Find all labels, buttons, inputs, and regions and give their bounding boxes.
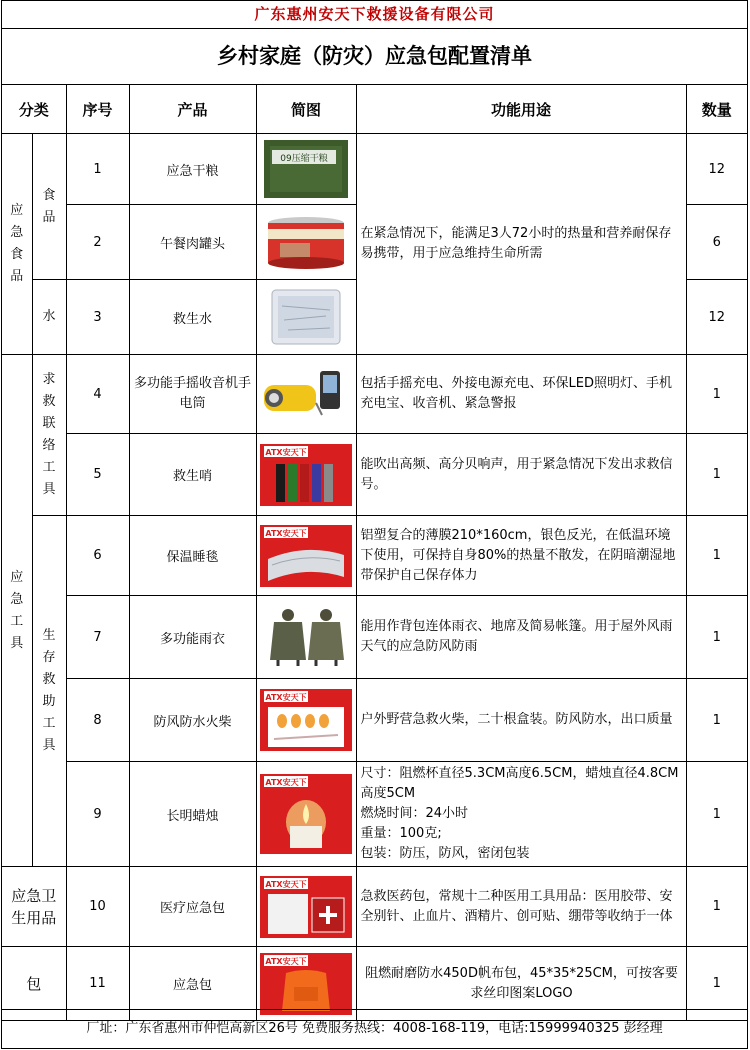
group-tools [2, 355, 32, 867]
item-name: 医疗应急包 [129, 867, 256, 947]
item-image [256, 355, 356, 434]
company-name: 广东惠州安天下救援设备有限公司 [2, 1, 747, 29]
config-table [2, 84, 747, 1021]
item-name: 多功能手摇收音机手电筒 [129, 355, 256, 434]
item-qty: 1 [686, 355, 747, 434]
candle-spec-package: 包装：防压，防风，密闭包装 [360, 846, 530, 861]
ration-pack-label: 09压缩干粮 [280, 154, 328, 164]
brand-logo-text: ATX安天下 [265, 956, 307, 966]
item-no: 1 [66, 134, 129, 205]
item-image [256, 516, 356, 596]
item-no: 3 [66, 280, 129, 355]
item-qty: 1 [686, 947, 747, 1021]
item-no: 4 [66, 355, 129, 434]
item-function [356, 762, 686, 867]
raincoat-image [260, 606, 352, 668]
item-image [256, 134, 356, 205]
subgroup-water [32, 280, 66, 355]
water-pouch-image [260, 286, 352, 348]
table-row [2, 134, 747, 205]
subgroup-water-label: 水 [42, 309, 56, 324]
table-row [2, 516, 747, 596]
header-product: 产品 [129, 85, 256, 134]
item-name: 应急包 [129, 947, 256, 1021]
item-function: 急救医药包，常规十二种医用工具用品：医用胶带、安全别针、止血片、酒精片、创可贴、绷带等收纳于一体 [356, 867, 686, 947]
item-name: 救生哨 [129, 434, 256, 516]
header-function: 功能用途 [356, 85, 686, 134]
item-qty: 1 [686, 867, 747, 947]
item-name: 保温睡毯 [129, 516, 256, 596]
thermal-blanket-image [260, 525, 352, 587]
item-function: 铝塑复合的薄膜210*160cm，银色反光，在低温环境下使用，可保持自身80%的热量不散发，在阴暗潮湿地带保护自己保存体力 [356, 516, 686, 596]
bag-image [260, 953, 352, 1015]
table-row [2, 867, 747, 947]
whistle-image [260, 444, 352, 506]
group-tools-label: 应 急 工 具 [10, 569, 24, 651]
group-food [2, 134, 32, 355]
crank-radio-image [260, 363, 352, 425]
item-name: 救生水 [129, 280, 256, 355]
item-function: 阻燃耐磨防水450D帆布包，45*35*25CM，可按客要求丝印图案LOGO [356, 947, 686, 1021]
table-row [2, 679, 747, 762]
canned-meat-image [260, 211, 352, 273]
header-category: 分类 [2, 85, 66, 134]
subgroup-survival-label: 生 存 救 助 工 具 [42, 628, 56, 753]
brand-logo-text: ATX安天下 [265, 879, 307, 889]
item-function: 户外野营急救火柴，二十根盒装。防风防水，出口质量 [356, 679, 686, 762]
item-image [256, 867, 356, 947]
subgroup-survival [32, 516, 66, 867]
item-image [256, 762, 356, 867]
item-qty: 1 [686, 596, 747, 679]
item-function: 能吹出高频、高分贝响声，用于紧急情况下发出求救信号。 [356, 434, 686, 516]
item-qty: 6 [686, 205, 747, 280]
item-qty: 12 [686, 280, 747, 355]
page-title: 乡村家庭（防灾）应急包配置清单 [2, 28, 747, 85]
item-name: 长明蜡烛 [129, 762, 256, 867]
item-no: 2 [66, 205, 129, 280]
brand-logo-text: ATX安天下 [265, 528, 307, 538]
brand-logo-text: ATX安天下 [265, 693, 307, 702]
header-row [2, 85, 747, 134]
header-index: 序号 [66, 85, 129, 134]
item-qty: 1 [686, 434, 747, 516]
item-no: 9 [66, 762, 129, 867]
item-qty: 1 [686, 516, 747, 596]
group-food-label: 应 急 食 品 [10, 203, 24, 284]
candle-spec-size: 尺寸：阻燃杯直径5.3CM高度6.5CM，蜡烛直径4.8CM高度5CM [360, 766, 679, 801]
candle-spec-time: 燃烧时间：24小时 [360, 806, 469, 821]
group-medical: 应急卫生用品 [2, 867, 66, 947]
table-row [2, 355, 747, 434]
document [1, 0, 748, 1049]
brand-logo-text: ATX安天下 [265, 447, 307, 457]
item-name: 防风防水火柴 [129, 679, 256, 762]
item-no: 10 [66, 867, 129, 947]
subgroup-rescue-label: 求 救 联 络 工 具 [42, 372, 56, 497]
item-image [256, 596, 356, 679]
item-no: 6 [66, 516, 129, 596]
subgroup-food-label: 食 品 [42, 187, 56, 225]
item-function: 能用作背包连体雨衣、地席及简易帐篷。用于屋外风雨天气的应急防风防雨 [356, 596, 686, 679]
subgroup-food [32, 134, 66, 280]
item-name: 应急干粮 [129, 134, 256, 205]
item-no: 7 [66, 596, 129, 679]
header-image: 简图 [256, 85, 356, 134]
subgroup-rescue [32, 355, 66, 516]
matches-image [260, 689, 352, 751]
item-image [256, 205, 356, 280]
table-row [2, 596, 747, 679]
item-no: 8 [66, 679, 129, 762]
item-no: 5 [66, 434, 129, 516]
item-qty: 12 [686, 134, 747, 205]
table-row [2, 762, 747, 867]
item-name: 多功能雨衣 [129, 596, 256, 679]
footer-address: 厂址：广东省惠州市仲恺高新区26号 免费服务热线：4008-168-119，电话:15999940325 彭经理 [2, 1009, 747, 1048]
first-aid-image [260, 876, 352, 938]
candle-image [260, 774, 352, 854]
brand-logo-text: ATX安天下 [265, 778, 307, 787]
food-function: 在紧急情况下，能满足3人72小时的热量和营养耐保存易携带，用于应急维持生命所需 [356, 134, 686, 355]
item-qty: 1 [686, 762, 747, 867]
header-qty: 数量 [686, 85, 747, 134]
item-function: 包括手摇充电、外接电源充电、环保LED照明灯、手机充电宝、收音机、紧急警报 [356, 355, 686, 434]
item-image [256, 679, 356, 762]
item-name: 午餐肉罐头 [129, 205, 256, 280]
candle-spec-weight: 重量：100克; [360, 826, 442, 841]
group-bag: 包 [2, 947, 66, 1021]
item-image [256, 280, 356, 355]
table-row [2, 434, 747, 516]
item-image [256, 434, 356, 516]
item-no: 11 [66, 947, 129, 1021]
item-qty: 1 [686, 679, 747, 762]
ration-pack-image [260, 138, 352, 200]
